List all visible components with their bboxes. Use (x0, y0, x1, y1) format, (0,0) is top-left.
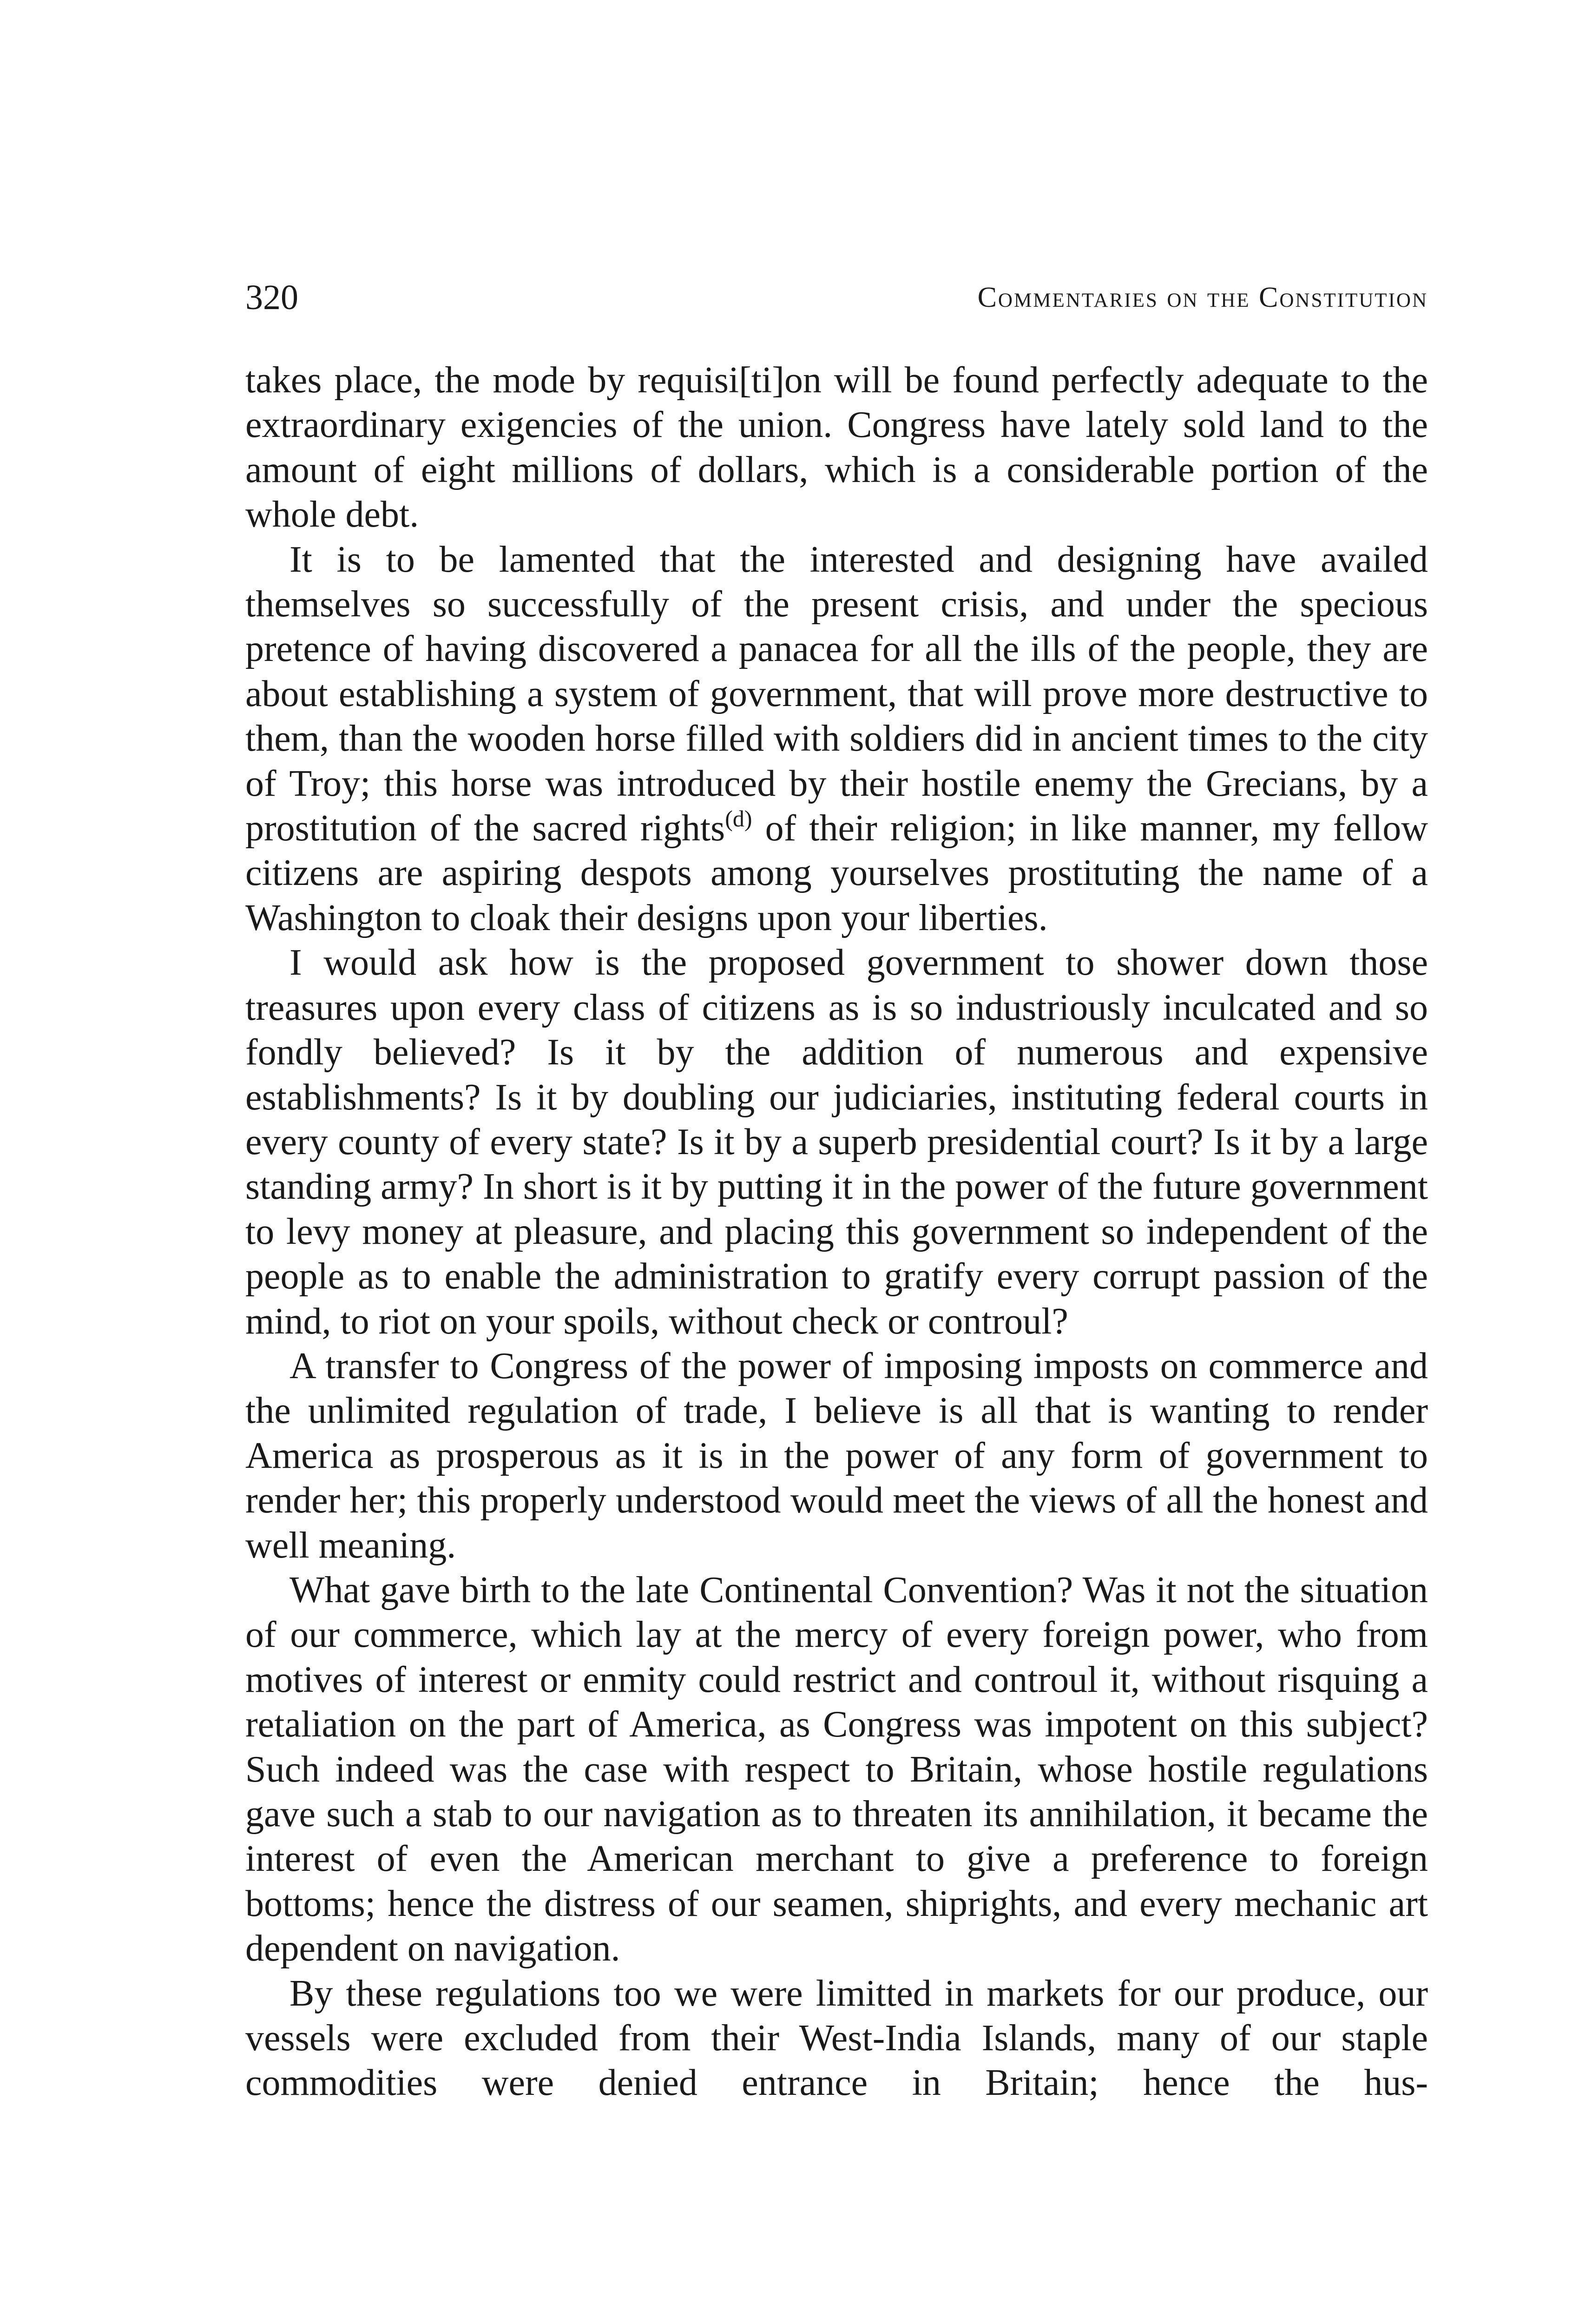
paragraph-treasures (245, 940, 1428, 1344)
body-text (245, 358, 1428, 2106)
paragraph-text: takes place, the mode by requisi[ti]on will be found perfectly adequate to the extraordinary exigencies of the union. Congress have lately sold land to the amount of eight millions of dollars, which is a considerable portion of the whole debt. (245, 360, 1428, 535)
running-head (245, 272, 1428, 323)
running-title: Commentaries on the Constitution (977, 282, 1428, 313)
page-number: 320 (245, 278, 298, 317)
paragraph-trojan-horse (245, 537, 1428, 941)
paragraph-text: What gave birth to the late Continental Convention? Was it not the situation of our commerce, which lay at the mercy of every foreign power, who from motives of interest or enmity could restrict and controul it, without risquing a retaliation on the part of America, as Congress was impotent on this subject? Such indeed was the case with respect to Britain, whose hostile regulations gave such a stab to our navigation as to threaten its annihilation, it became the interest of even the American merchant to give a preference to foreign bottoms; hence the distress of our seamen, shiprights, and every mechanic art dependent on navigation. (245, 1569, 1428, 1969)
paragraph-text: By these regulations too we were limitted in markets for our produce, our vessels were excluded from their West-India Islands, many of our staple commodities were denied entrance in Britain; hence the hus- (245, 1973, 1428, 2104)
footnote-reference: (d) (725, 805, 752, 832)
paragraph-regulations (245, 1971, 1428, 2106)
paragraph-text: A transfer to Congress of the power of imposing imposts on commerce and the unlimited regulation of trade, I believe is all that is wanting to render America as prosperous as it is in the power of any form of government to render her; this properly understood would meet the views of all the honest and well meaning. (245, 1345, 1428, 1566)
paragraph-continental-convention (245, 1568, 1428, 1971)
paragraph-text: of their religion; in like manner, my fellow citizens are aspiring despots among yourselves prostituting the name of a Washington to cloak their designs upon your liberties. (245, 808, 1428, 938)
paragraph-transfer-to-congress (245, 1344, 1428, 1568)
paragraph-continued (245, 358, 1428, 537)
paragraph-text: I would ask how is the proposed government to shower down those treasures upon every class of citizens as is so industriously inculcated and so fondly believed? Is it by the addition of numerous and expensive establishments? Is it by doubling our judiciaries, instituting federal courts in every county of every state? Is it by a superb presidential court? Is it by a large standing army? In short is it by putting it in the power of the future government to levy money at pleasure, and placing this government so independent of the people as to enable the administration to gratify every corrupt passion of the mind, to riot on your spoils, without check or controul? (245, 942, 1428, 1342)
paragraph-text: It is to be lamented that the interested and designing have availed themselves so successfully of the present crisis, and under the specious pretence of having discovered a panacea for all the ills of the people, they are about establishing a system of government, that will prove more destructive to them, than the wooden horse filled with soldiers did in ancient times to the city of Troy; this horse was introduced by their hostile enemy the Grecians, by a prostitution of the sacred rights (245, 539, 1428, 849)
